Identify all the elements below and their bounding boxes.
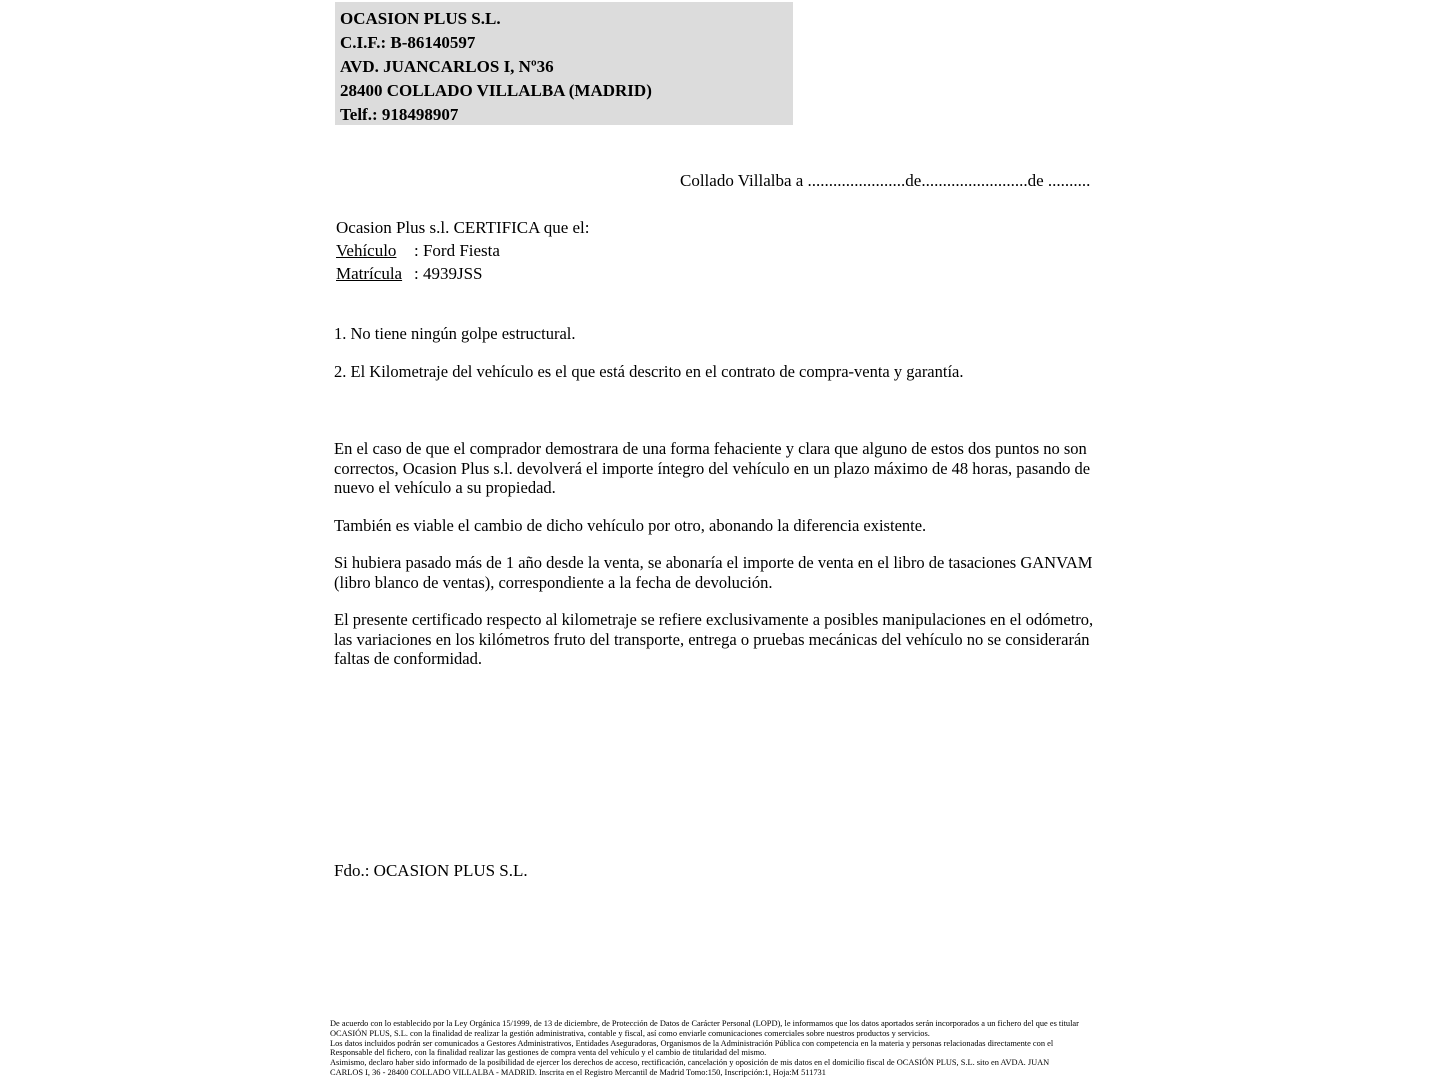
legal-footer-line: CARLOS I, 36 - 28400 COLLADO VILLALBA - MADRID. Inscrita en el Registro Mercantil de Madrid Tomo:150, Inscripción:1, Hoja:M 511731: [330, 1067, 826, 1077]
clause-structural: 1. No tiene ningún golpe estructural.: [334, 324, 576, 343]
vehicle-row: [336, 239, 590, 262]
plate-value: : 4939JSS: [414, 264, 483, 283]
signature-line: Fdo.: OCASION PLUS S.L.: [334, 861, 528, 880]
clause-mileage: 2. El Kilometraje del vehículo es el que está descrito en el contrato de compra-venta y garantía.: [334, 362, 964, 381]
legal-footer-line: Responsable del fichero, con la finalidad realizar las gestiones de compra venta del vehículo y el cambio de titularidad del mismo.: [330, 1048, 767, 1058]
paragraph-exchange: También es viable el cambio de dicho vehículo por otro, abonando la diferencia existente.: [334, 515, 927, 535]
legal-footer: [330, 1019, 1110, 1078]
certify-block: [336, 216, 590, 285]
company-address: AVD. JUANCARLOS I, Nº36: [340, 57, 554, 76]
company-cif: C.I.F.: B-86140597: [340, 33, 476, 52]
paragraph-odometer: El presente certificado respecto al kilometraje se refiere exclusivamente a posibles manipulaciones en el odómetro, las variaciones en los kilómetros fruto del transporte, entrega o pruebas mecánicas del vehículo no se considerarán faltas de conformidad.: [334, 610, 1094, 668]
company-city: 28400 COLLADO VILLALBA (MADRID): [340, 81, 652, 100]
company-phone: Telf.: 918498907: [340, 105, 459, 124]
legal-footer-line: Los datos incluidos podrán ser comunicados a Gestores Administrativos, Entidades Aseguradoras, Organismos de la Administración Pública con competencia en la materia y personas relacionadas directamente con el: [330, 1038, 1054, 1048]
company-name: OCASION PLUS S.L.: [340, 9, 501, 28]
body-paragraphs: [334, 439, 1099, 687]
plate-row: [336, 262, 590, 285]
certify-intro: Ocasion Plus s.l. CERTIFICA que el:: [336, 218, 590, 237]
vehicle-value: : Ford Fiesta: [414, 241, 500, 260]
paragraph-ganvam: Si hubiera pasado más de 1 año desde la venta, se abonaría el importe de venta en el libro de tasaciones GANVAM (libro blanco de ventas), correspondiente a la fecha de devolución.: [334, 553, 1093, 592]
vehicle-label: Vehículo: [336, 241, 397, 260]
paragraph-refund: En el caso de que el comprador demostrara de una forma fehaciente y clara que alguno de estos dos puntos no son correctos, Ocasion Plus s.l. devolverá el importe íntegro del vehículo en un plazo máximo de 48 horas, pasando de nuevo el vehículo a su propiedad.: [334, 439, 1091, 497]
legal-footer-line: OCASIÓN PLUS, S.L. con la finalidad de realizar la gestión administrativa, contable y fiscal, así como enviarle comunicaciones comerciales sobre nuestros productos y servicios.: [330, 1028, 930, 1038]
date-line: Collado Villalba a .......................de.........................de ..........: [680, 171, 1091, 190]
legal-footer-line: De acuerdo con lo establecido por la Ley Orgánica 15/1999, de 13 de diciembre, de Protección de Datos de Carácter Personal (LOPD), le informamos que los datos aportados serán incorporados a un fichero del que es titular: [330, 1019, 1079, 1028]
plate-label: Matrícula: [336, 264, 403, 283]
company-header-box: [335, 2, 793, 125]
legal-footer-line: Asimismo, declaro haber sido informado de la posibilidad de ejercer los derechos de acceso, rectificación, cancelación y oposición de mis datos en el domicilio fiscal de OCASIÓN PLUS, S.L. sito en AVDA. JUAN: [330, 1058, 1050, 1068]
